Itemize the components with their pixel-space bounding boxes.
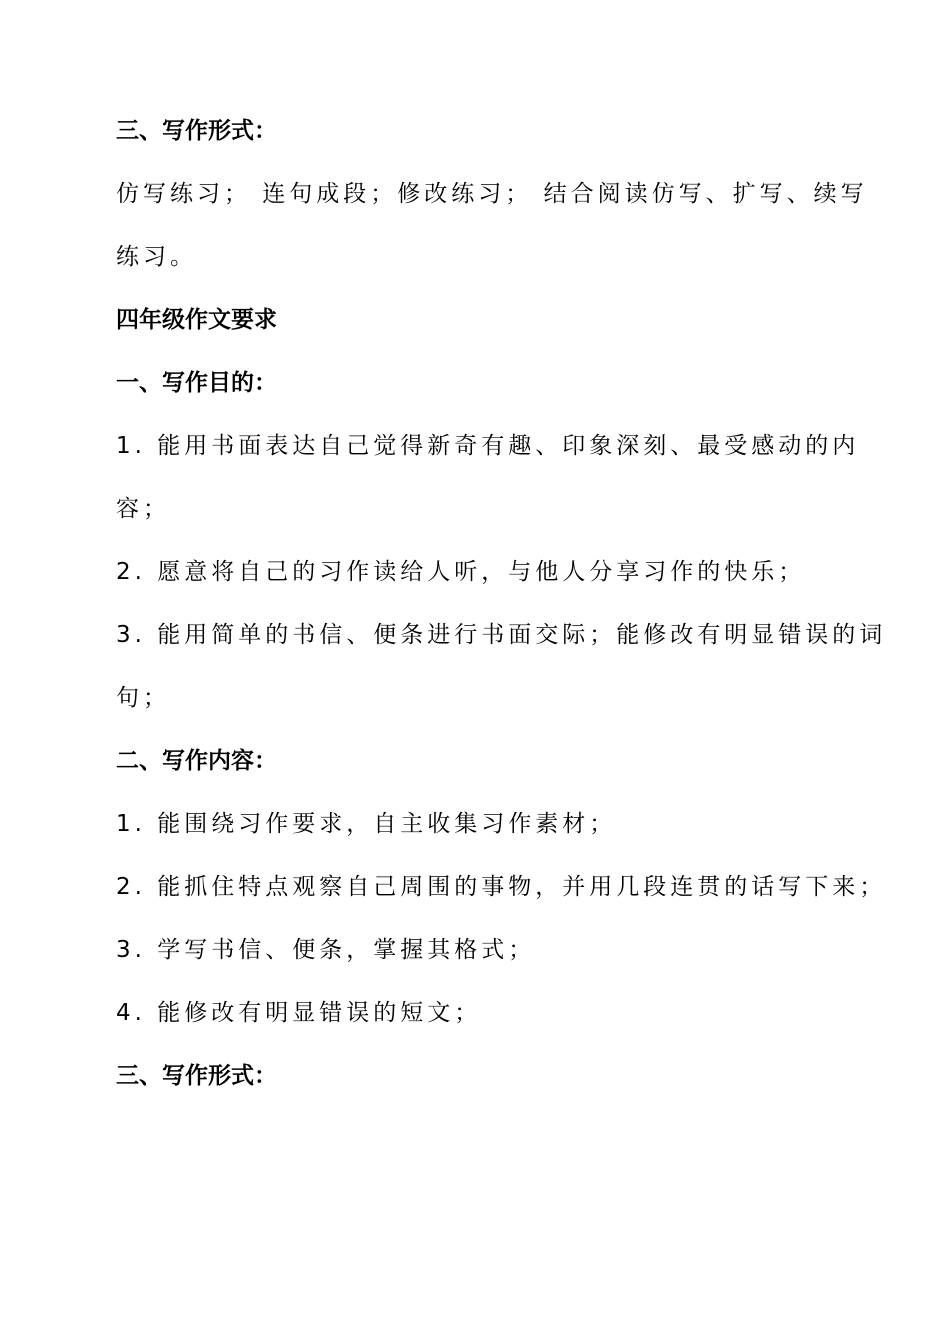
paragraph-line: 仿写练习； 连句成段；修改练习； 结合阅读仿写、扩写、续写	[116, 181, 868, 207]
document-title: 四年级作文要求	[116, 307, 277, 333]
list-item: 2. 能抓住特点观察自己周围的事物，并用几段连贯的话写下来；	[116, 874, 887, 900]
section-heading-writing-form: 三、写作形式：	[116, 118, 277, 144]
paragraph-line: 练习。	[116, 244, 197, 270]
list-item: 1. 能围绕习作要求，自主收集习作素材；	[116, 811, 617, 837]
section-heading-writing-content: 二、写作内容：	[116, 748, 277, 774]
list-item: 4. 能修改有明显错误的短文；	[116, 1000, 482, 1026]
list-item: 3. 学写书信、便条，掌握其格式；	[116, 937, 536, 963]
section-heading-writing-form: 三、写作形式：	[116, 1063, 277, 1089]
section-heading-writing-purpose: 一、写作目的：	[116, 370, 277, 396]
list-item-continuation: 句；	[116, 685, 170, 711]
list-item: 1. 能用书面表达自己觉得新奇有趣、印象深刻、最受感动的内	[116, 433, 860, 459]
list-item-continuation: 容；	[116, 496, 170, 522]
list-item: 3. 能用简单的书信、便条进行书面交际；能修改有明显错误的词	[116, 622, 887, 648]
list-item: 2. 愿意将自己的习作读给人听，与他人分享习作的快乐；	[116, 559, 806, 585]
